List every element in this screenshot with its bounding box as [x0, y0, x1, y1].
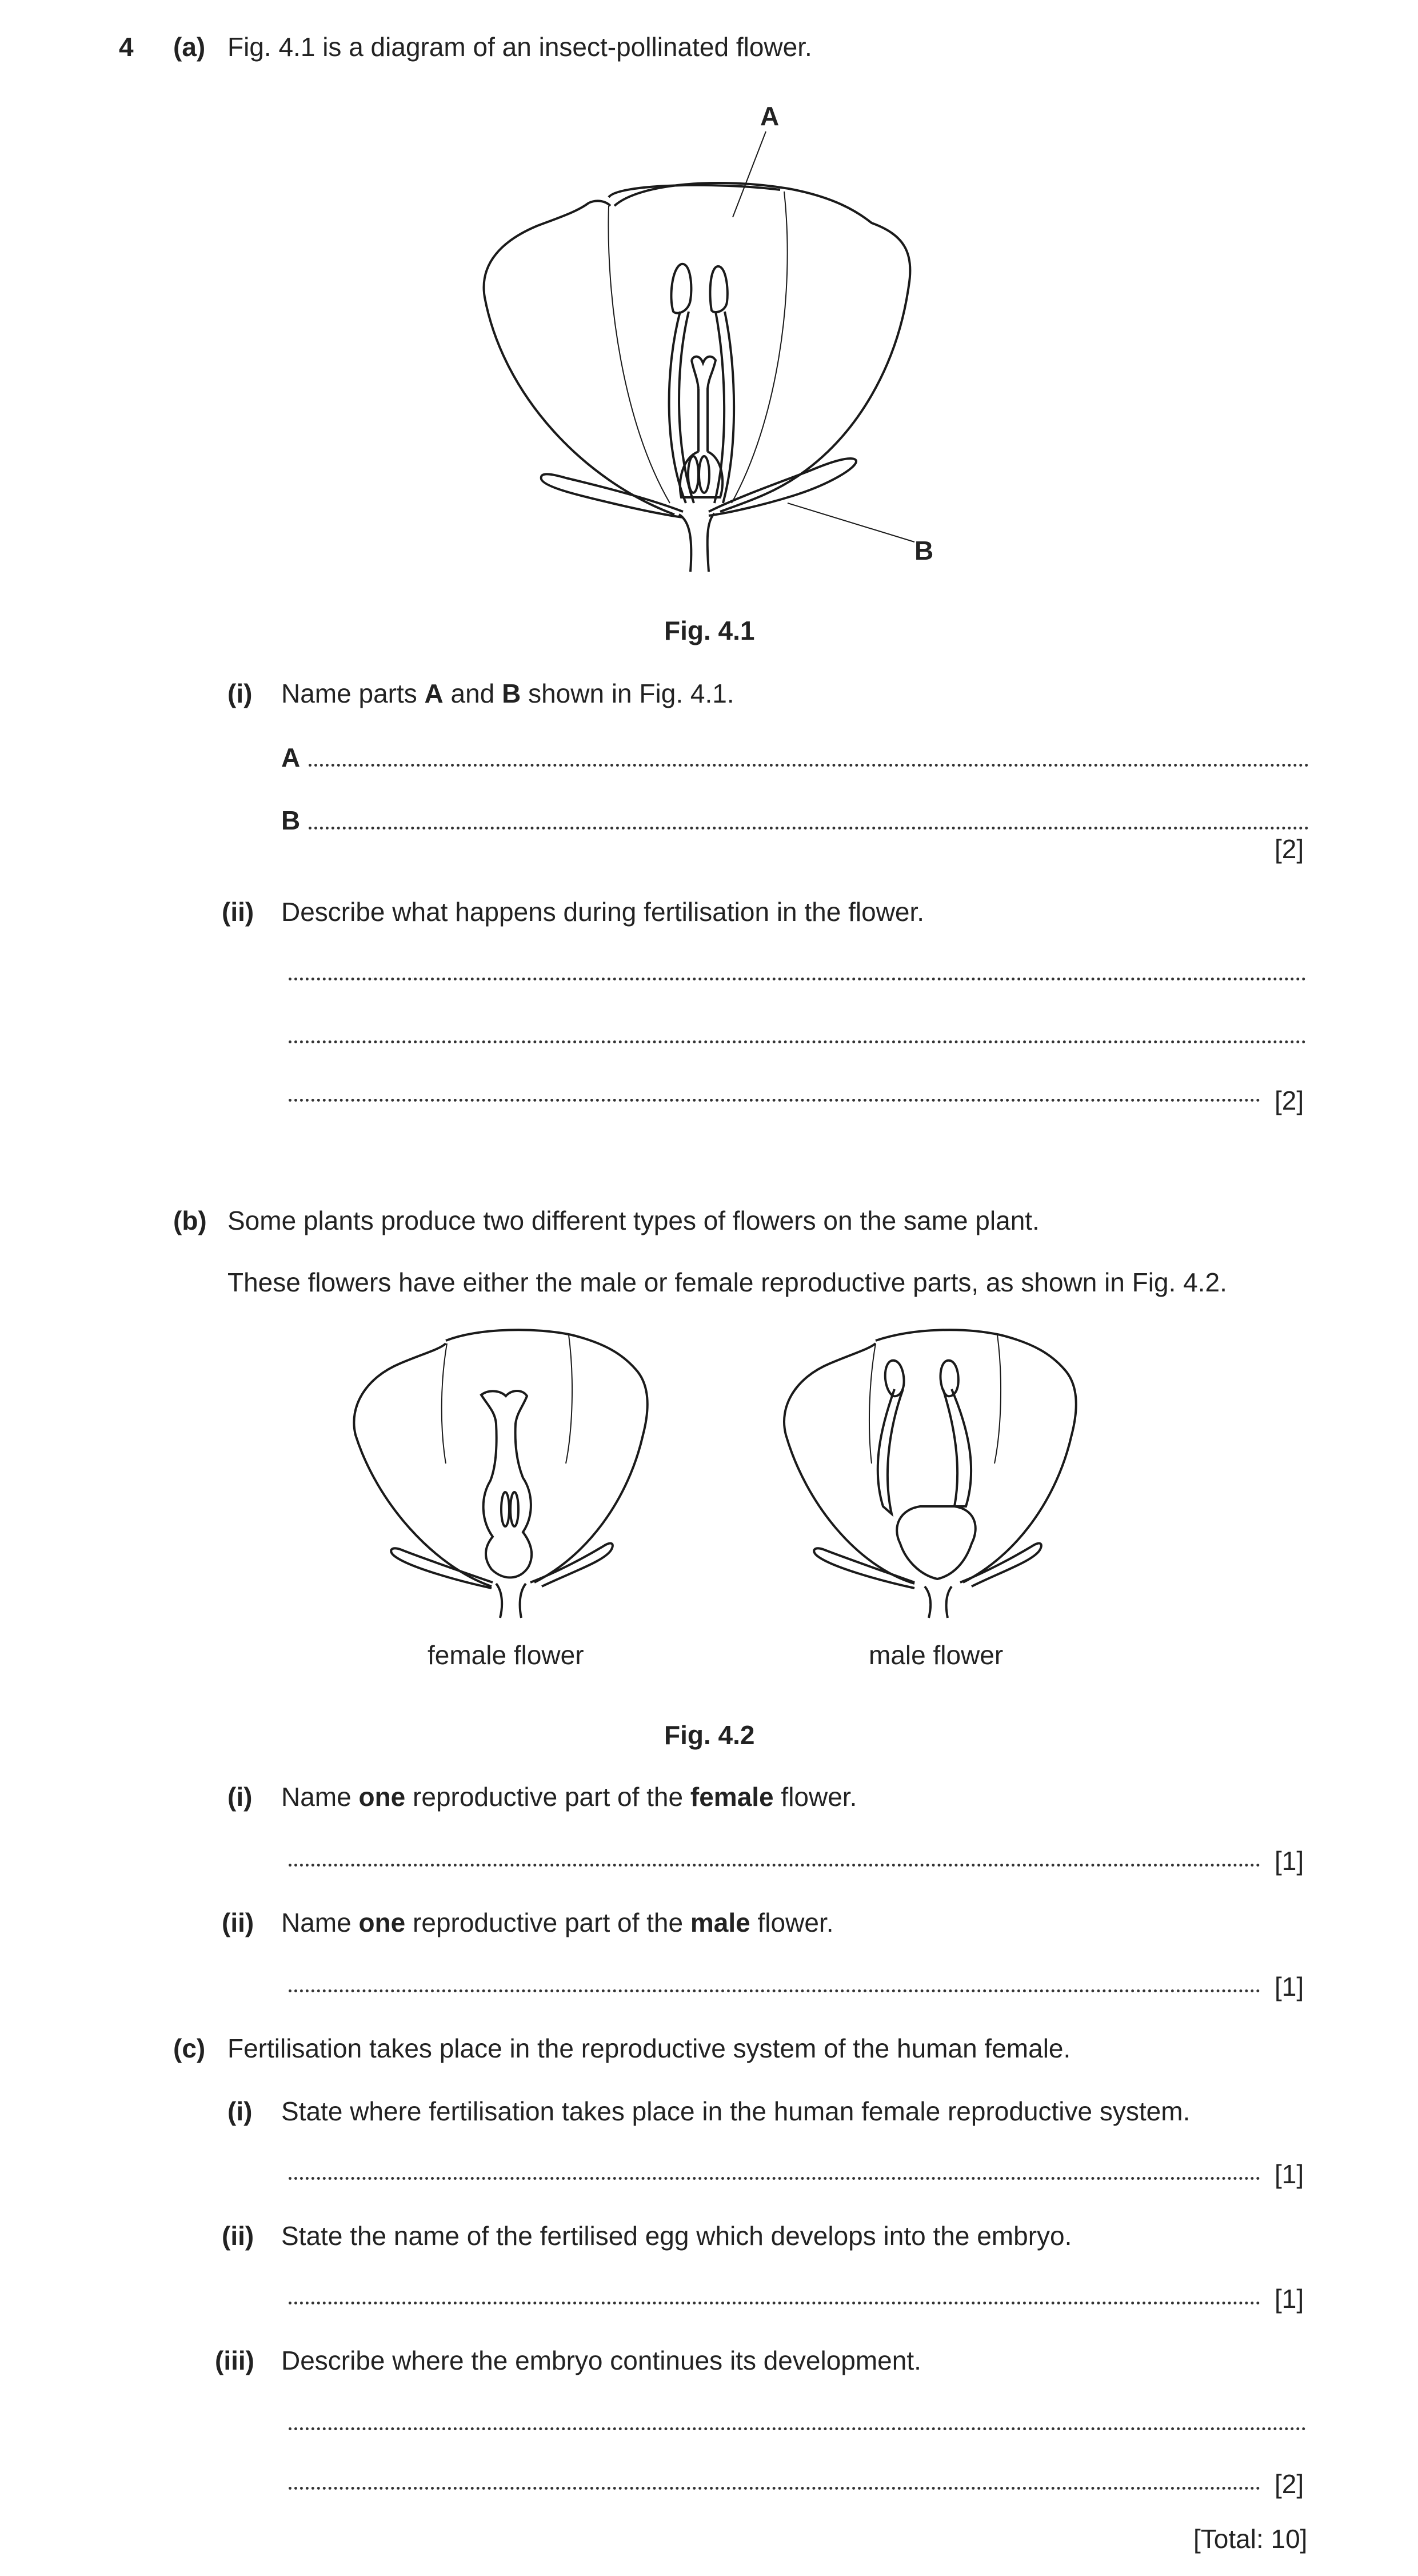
- part-c-i-label: (i): [227, 2096, 253, 2126]
- answer-line: [289, 1989, 1260, 1992]
- q-text: flower.: [773, 1782, 857, 1812]
- part-a-ii-label: (ii): [222, 897, 254, 927]
- answer-line: [289, 1099, 1260, 1102]
- total-marks: [Total: 10]: [1193, 2524, 1308, 2554]
- fig-4-1-diagram: [469, 97, 926, 577]
- answer-line: [289, 1864, 1260, 1867]
- part-a-intro: Fig. 4.1 is a diagram of an insect-pollinated flower.: [227, 32, 812, 62]
- q-text: shown in Fig. 4.1.: [521, 679, 734, 708]
- answer-line: [289, 2487, 1260, 2490]
- part-b-i-label: (i): [227, 1782, 253, 1812]
- answer-field[interactable]: [289, 1019, 1306, 1042]
- q-text-bold: A: [424, 679, 444, 708]
- fig-4-1-caption: Fig. 4.1: [664, 616, 755, 645]
- answer-b-field[interactable]: [309, 806, 1309, 829]
- q-text-bold: B: [502, 679, 521, 708]
- q-text: Name: [281, 1782, 359, 1812]
- q-text: and: [443, 679, 502, 708]
- q-text: reproductive part of the: [405, 1782, 690, 1812]
- answer-a-field[interactable]: [309, 743, 1309, 766]
- male-flower-label: male flower: [869, 1640, 1004, 1670]
- female-flower-label: female flower: [428, 1640, 584, 1670]
- answer-field[interactable]: [289, 1078, 1260, 1100]
- answer-line: [289, 1040, 1306, 1043]
- part-b-ii-label: (ii): [222, 1908, 254, 1937]
- answer-field[interactable]: [289, 1968, 1260, 1991]
- answer-field[interactable]: [289, 956, 1306, 979]
- q-text-bold: one: [358, 1782, 406, 1812]
- answer-line: [309, 827, 1309, 830]
- q-text-bold: male: [690, 1908, 750, 1937]
- answer-field[interactable]: [289, 2406, 1306, 2429]
- marks: [1]: [1275, 2159, 1304, 2189]
- answer-line: [289, 2302, 1260, 2304]
- question-number: 4: [119, 32, 134, 62]
- part-a-i-question: [281, 680, 734, 707]
- part-a-ii-question: Describe what happens during fertilisation in the flower.: [281, 897, 925, 927]
- answer-a-label: A: [281, 743, 301, 772]
- part-c-iii-question: Describe where the embryo continues its development.: [281, 2346, 921, 2375]
- q-text: flower.: [750, 1908, 834, 1937]
- marks: [1]: [1275, 2284, 1304, 2314]
- answer-field[interactable]: [289, 2155, 1260, 2178]
- part-c-ii-label: (ii): [222, 2221, 254, 2251]
- fig-4-1-label-b: B: [914, 536, 934, 565]
- answer-line: [289, 2177, 1260, 2180]
- female-flower-diagram: [343, 1315, 663, 1624]
- q-text: Name parts: [281, 679, 425, 708]
- part-b-i-question: [281, 1784, 857, 1810]
- marks: [2]: [1275, 2469, 1304, 2499]
- part-c-label: (c): [173, 2033, 206, 2063]
- answer-line: [289, 978, 1306, 980]
- answer-field[interactable]: [289, 2465, 1260, 2488]
- part-a-i-label: (i): [227, 679, 253, 708]
- answer-field[interactable]: [289, 1842, 1260, 1865]
- answer-line: [309, 764, 1309, 767]
- answer-b-label: B: [281, 806, 301, 835]
- fig-4-2-caption: Fig. 4.2: [664, 1720, 755, 1750]
- q-text: Name: [281, 1908, 359, 1937]
- part-b-intro-1: Some plants produce two different types of flowers on the same plant.: [227, 1206, 1040, 1235]
- answer-field[interactable]: [289, 2280, 1260, 2303]
- part-b-intro-2: These flowers have either the male or female reproductive parts, as shown in Fig. 4.2.: [227, 1267, 1227, 1297]
- q-text-bold: female: [690, 1782, 774, 1812]
- marks: [2]: [1275, 1086, 1304, 1115]
- part-c-i-question: State where fertilisation takes place in the human female reproductive system.: [281, 2096, 1191, 2126]
- q-text-bold: one: [358, 1908, 406, 1937]
- marks: [1]: [1275, 1972, 1304, 2001]
- male-flower-diagram: [766, 1315, 1097, 1624]
- part-c-iii-label: (iii): [215, 2346, 254, 2375]
- part-b-label: (b): [173, 1206, 207, 1235]
- q-text: reproductive part of the: [405, 1908, 690, 1937]
- part-b-ii-question: [281, 1909, 833, 1936]
- part-c-intro: Fertilisation takes place in the reproductive system of the human female.: [227, 2033, 1071, 2063]
- part-c-ii-question: State the name of the fertilised egg which develops into the embryo.: [281, 2221, 1072, 2251]
- part-a-label: (a): [173, 32, 206, 62]
- marks: [1]: [1275, 1846, 1304, 1876]
- fig-4-1-label-a: A: [760, 101, 780, 131]
- answer-line: [289, 2427, 1306, 2430]
- marks: [2]: [1275, 834, 1304, 864]
